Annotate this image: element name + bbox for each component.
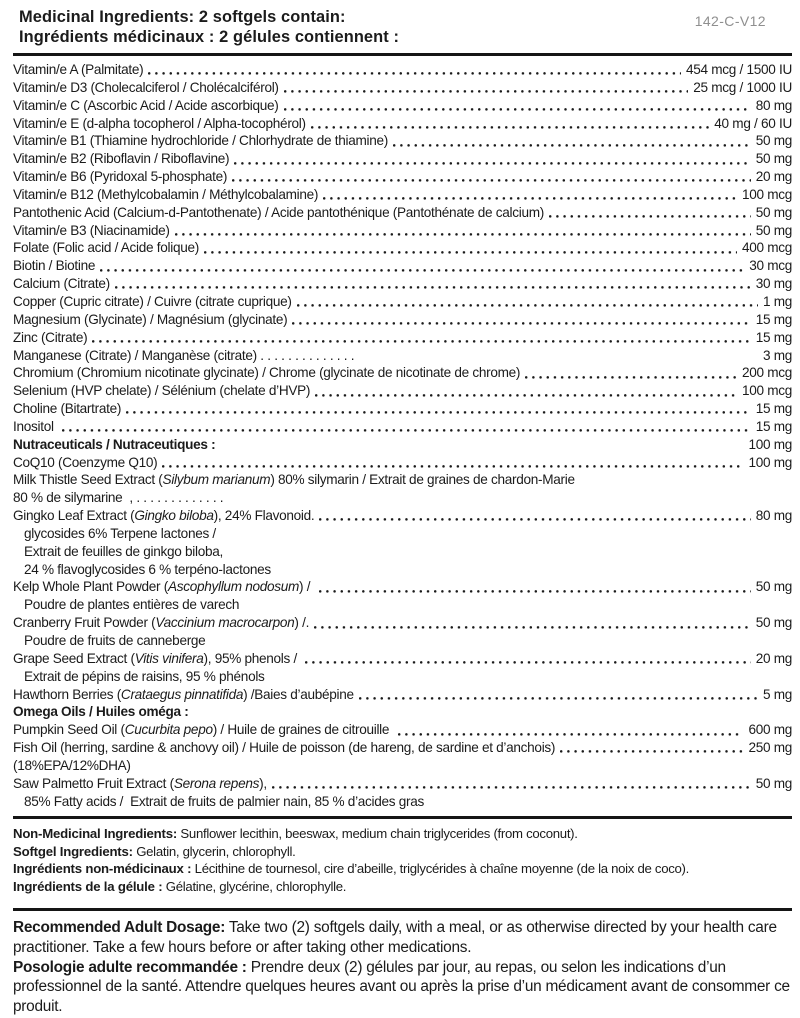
ingredient-name: Pumpkin Seed Oil (Cucurbita pepo) / Huile de graines de citrouille <box>13 722 393 738</box>
ingredient-amount: 50 mg <box>755 775 792 791</box>
dot-leader <box>162 465 743 468</box>
ingredient-name: Hawthorn Berries (Crataegus pinnatifida) /Baies d’aubépine <box>13 686 354 702</box>
dot-leader <box>244 608 787 611</box>
dot-leader <box>525 376 737 379</box>
ingredient-name: Vitamin/e A (Palmitate) <box>13 62 144 77</box>
ingredient-name: Vitamin/e B2 (Riboflavin / Riboflavine) <box>13 151 230 167</box>
dot-leader <box>276 572 787 575</box>
ingredient-row <box>13 311 792 329</box>
ingredient-name: Vitamin/e B12 (Methylcobalamin / Méthylcobalamine) <box>13 186 319 202</box>
dot-leader <box>92 340 750 343</box>
dot-leader <box>549 215 751 218</box>
ingredient-row <box>13 168 792 186</box>
ingredient-row <box>13 239 792 257</box>
ingredient-row <box>13 632 792 650</box>
other-ingredients-label: Ingrédients non-médicinaux : <box>13 861 192 877</box>
ingredient-row <box>13 721 792 739</box>
dot-leader <box>284 108 751 111</box>
ingredient-name: Kelp Whole Plant Powder (Ascophyllum nodosum) / <box>13 579 314 595</box>
ingredient-amount: 100 mg <box>748 454 792 470</box>
dot-leader <box>284 90 689 93</box>
dot-leader <box>398 733 744 736</box>
ingredient-name: CoQ10 (Coenzyme Q10) <box>13 454 158 470</box>
ingredient-amount: 200 mcg <box>741 365 792 381</box>
title-english: Medicinal Ingredients: 2 softgels contain: <box>19 8 346 26</box>
ingredient-row <box>13 186 792 204</box>
other-ingredients-line <box>13 860 792 878</box>
ingredient-name: Chromium (Chromium nicotinate glycinate) / Chrome (glycinate de nicotinate de chrome) <box>13 365 521 381</box>
dot-leader <box>175 233 751 236</box>
ingredient-amount: 20 mg <box>755 650 792 666</box>
ingredient-row <box>13 61 792 79</box>
ingredient-amount: 5 mg <box>762 686 792 702</box>
ingredient-name: Manganese (Citrate) / Manganèse (citrate) . . . . . . . . . . . . . . <box>13 347 355 363</box>
ingredient-name: Grape Seed Extract (Vitis vinifera), 95% phenols / <box>13 650 301 666</box>
product-code: 142-C-V12 <box>694 13 766 29</box>
ingredient-name: Biotin / Biotine <box>13 258 96 274</box>
other-ingredients-text: Gelatin, glycerin, chlorophyll. <box>132 843 296 859</box>
ingredient-row <box>13 436 792 454</box>
ingredient-row <box>13 471 792 489</box>
dot-leader <box>270 679 787 682</box>
ingredient-row <box>13 132 792 150</box>
ingredient-amount: 600 mg <box>748 722 792 738</box>
dot-leader <box>272 786 751 789</box>
ingredient-row <box>13 489 792 507</box>
ingredient-amount: 15 mg <box>755 329 792 345</box>
ingredient-name: Vitamin/e B3 (Niacinamide) <box>13 222 170 238</box>
dot-leader <box>305 661 750 664</box>
medicinal-ingredients-list <box>13 56 792 810</box>
dot-leader <box>393 144 751 147</box>
ingredient-amount: 100 mg <box>748 436 792 452</box>
ingredient-name: Zinc (Citrate) <box>13 329 88 345</box>
ingredient-row <box>13 347 792 365</box>
ingredient-name: Gingko Leaf Extract (Gingko biloba), 24% Flavonoid. <box>13 508 315 524</box>
dot-leader <box>210 643 787 646</box>
non-medicinal-ingredients-section <box>13 819 792 902</box>
dot-leader <box>136 768 787 771</box>
dot-leader <box>297 304 758 307</box>
ingredient-row <box>13 400 792 418</box>
ingredient-row <box>13 757 792 775</box>
ingredient-name: (18%EPA/12%DHA) <box>13 757 131 773</box>
ingredient-name: Inositol <box>13 418 58 434</box>
ingredient-row <box>13 686 792 704</box>
ingredient-name: Magnesium (Glycinate) / Magnésium (glycinate) <box>13 311 288 327</box>
ingredient-row <box>13 525 792 543</box>
dot-leader <box>323 197 737 200</box>
ingredient-amount: 40 mg / 60 IU <box>714 115 792 131</box>
ingredient-amount: 25 mcg / 1000 IU <box>693 79 792 95</box>
dot-leader <box>228 554 787 557</box>
dosage-label: Recommended Adult Dosage: <box>13 919 226 937</box>
dot-leader <box>311 126 710 129</box>
ingredient-name: Poudre de fruits de canneberge <box>24 633 206 648</box>
dosage-text: Take two (2) softgels daily, with a meal, or as otherwise directed by your health care practitioner. Take a few hours before or after taking other medications. <box>13 919 777 957</box>
dot-leader <box>319 518 750 521</box>
other-ingredients-text: Gélatine, glycérine, chlorophylle. <box>162 878 347 894</box>
ingredient-amount: 50 mg <box>755 151 792 167</box>
dot-leader <box>314 626 751 629</box>
ingredient-row <box>13 418 792 436</box>
ingredient-name: glycosides 6% Terpene lactones / <box>24 525 216 541</box>
dosage-text: Prendre deux (2) gélules par jour, au repas, ou selon les indications d’un professionnel de la santé. Attendre quelques heures avant ou après la prise d’un médicament avant de consommer ce produit. <box>13 958 790 1015</box>
other-ingredients-line <box>13 878 792 896</box>
ingredient-amount: 100 mcg <box>741 186 792 202</box>
ingredient-amount: 3 mg <box>762 347 792 363</box>
ingredient-row <box>13 364 792 382</box>
dot-leader <box>148 72 681 75</box>
ingredient-name: Cranberry Fruit Powder (Vaccinium macrocarpon) /. <box>13 615 310 631</box>
other-ingredients-label: Non-Medicinal Ingredients: <box>13 826 178 842</box>
ingredient-row <box>13 454 792 472</box>
dot-leader <box>580 483 787 486</box>
ingredient-row <box>13 293 792 311</box>
label-header <box>13 8 792 47</box>
ingredient-row <box>13 703 792 721</box>
label-titles <box>19 8 399 47</box>
ingredient-row <box>13 596 792 614</box>
ingredient-name: Omega Oils / Huiles oméga : <box>13 704 189 720</box>
ingredient-row <box>13 275 792 293</box>
other-ingredients-text: Lécithine de tournesol, cire d’abeille, triglycérides à chaîne moyenne (de la noix de coco). <box>191 861 690 877</box>
ingredient-amount: 400 mcg <box>741 240 792 256</box>
ingredient-amount: 80 mg <box>755 508 792 524</box>
dosage-label: Posologie adulte recommandée : <box>13 958 247 976</box>
ingredient-row <box>13 739 792 757</box>
ingredient-amount: 30 mg <box>755 276 792 292</box>
ingredient-row <box>13 507 792 525</box>
dot-leader <box>232 179 751 182</box>
dot-leader <box>359 358 758 361</box>
ingredient-amount: 15 mg <box>755 418 792 434</box>
ingredient-name: Vitamin/e B6 (Pyridoxal 5-phosphate) <box>13 169 228 185</box>
dot-leader <box>204 251 737 254</box>
ingredient-row <box>13 614 792 632</box>
ingredient-row <box>13 775 792 793</box>
other-ingredients-line <box>13 825 792 843</box>
ingredient-row <box>13 543 792 561</box>
ingredient-row <box>13 204 792 222</box>
dot-leader <box>220 447 743 450</box>
other-ingredients-label: Ingrédients de la gélule : <box>13 878 163 894</box>
ingredient-name: Vitamin/e C (Ascorbic Acid / Acide ascorbique) <box>13 97 279 113</box>
ingredient-name: Calcium (Citrate) <box>13 276 110 292</box>
dot-leader <box>319 590 751 593</box>
dot-leader <box>115 286 751 289</box>
ingredient-row <box>13 222 792 240</box>
ingredient-name: Vitamin/e D3 (Cholecalciferol / Cholécalciférol) <box>13 79 279 95</box>
ingredient-name: 80 % de silymarine , . . . . . . . . . . . . . <box>13 490 224 506</box>
ingredient-row <box>13 329 792 347</box>
dot-leader <box>126 411 751 414</box>
ingredient-amount: 100 mcg <box>741 383 792 399</box>
ingredient-name: Vitamin/e B1 (Thiamine hydrochloride / Chlorhydrate de thiamine) <box>13 133 388 149</box>
ingredient-name: Folate (Folic acid / Acide folique) <box>13 240 199 256</box>
dot-leader <box>221 536 787 539</box>
ingredient-name: Copper (Cupric citrate) / Cuivre (citrate cuprique) <box>13 293 292 309</box>
ingredient-name: Saw Palmetto Fruit Extract (Serona repens), <box>13 775 267 791</box>
dot-leader <box>193 715 787 718</box>
ingredient-row <box>13 79 792 97</box>
dosage-section <box>13 911 792 1016</box>
dot-leader <box>234 162 750 165</box>
ingredient-amount: 15 mg <box>755 401 792 417</box>
ingredient-name: Nutraceuticals / Nutraceutiques : <box>13 436 216 452</box>
ingredient-name: Poudre de plantes entières de varech <box>24 597 240 613</box>
ingredient-amount: 50 mg <box>755 204 792 220</box>
ingredient-amount: 30 mcg <box>749 258 792 274</box>
ingredient-row <box>13 793 792 811</box>
ingredient-amount: 1 mg <box>762 293 792 309</box>
ingredient-amount: 50 mg <box>755 133 792 149</box>
dot-leader <box>429 804 787 807</box>
ingredient-row <box>13 668 792 686</box>
dot-leader <box>62 429 751 432</box>
ingredient-name: Pantothenic Acid (Calcium-d-Pantothenate) / Acide pantothénique (Pantothénate de calcium) <box>13 204 544 220</box>
title-french: Ingrédients médicinaux : 2 gélules contiennent : <box>19 27 400 46</box>
dot-leader <box>315 394 737 397</box>
ingredient-name: 85% Fatty acids / Extrait de fruits de palmier nain, 85 % d’acides gras <box>24 793 425 809</box>
ingredient-name: Selenium (HVP chelate) / Sélénium (chelate d’HVP) <box>13 383 311 399</box>
ingredient-row <box>13 578 792 596</box>
ingredient-row <box>13 650 792 668</box>
dot-leader <box>292 322 750 325</box>
ingredient-name: Extrait de pépins de raisins, 95 % phénols <box>24 668 265 684</box>
dot-leader <box>228 501 787 504</box>
ingredient-row <box>13 115 792 133</box>
ingredient-name: Milk Thistle Seed Extract (Silybum marianum) 80% silymarin / Extrait de graines de chardon-Marie <box>13 472 575 488</box>
dosage-paragraph <box>13 918 792 957</box>
ingredient-name: Vitamin/e E (d-alpha tocopherol / Alpha-tocophérol) <box>13 115 306 131</box>
ingredient-amount: 250 mg <box>748 740 792 756</box>
ingredient-row <box>13 561 792 579</box>
ingredient-row <box>13 97 792 115</box>
ingredient-amount: 15 mg <box>755 311 792 327</box>
dot-leader <box>560 750 743 753</box>
ingredient-row <box>13 257 792 275</box>
ingredient-amount: 454 mcg / 1500 IU <box>686 62 792 77</box>
ingredient-amount: 50 mg <box>755 615 792 631</box>
dosage-paragraph <box>13 958 792 1017</box>
ingredient-row <box>13 150 792 168</box>
ingredient-name: 24 % flavoglycosides 6 % terpéno-lactones <box>24 561 271 577</box>
other-ingredients-line <box>13 843 792 861</box>
ingredient-name: Fish Oil (herring, sardine & anchovy oil) / Huile de poisson (de hareng, de sardine et d’anchois) <box>13 740 556 756</box>
ingredient-amount: 50 mg <box>755 222 792 238</box>
ingredient-amount: 20 mg <box>755 169 792 185</box>
dot-leader <box>100 269 744 272</box>
other-ingredients-label: Softgel Ingredients: <box>13 843 133 859</box>
ingredient-row <box>13 382 792 400</box>
ingredient-name: Choline (Bitartrate) <box>13 401 122 417</box>
ingredient-amount: 80 mg <box>755 97 792 113</box>
ingredient-name: Extrait de feuilles de ginkgo biloba, <box>24 543 223 559</box>
ingredient-amount: 50 mg <box>755 579 792 595</box>
other-ingredients-text: Sunflower lecithin, beeswax, medium chain triglycerides (from coconut). <box>177 826 578 842</box>
dot-leader <box>359 697 758 700</box>
